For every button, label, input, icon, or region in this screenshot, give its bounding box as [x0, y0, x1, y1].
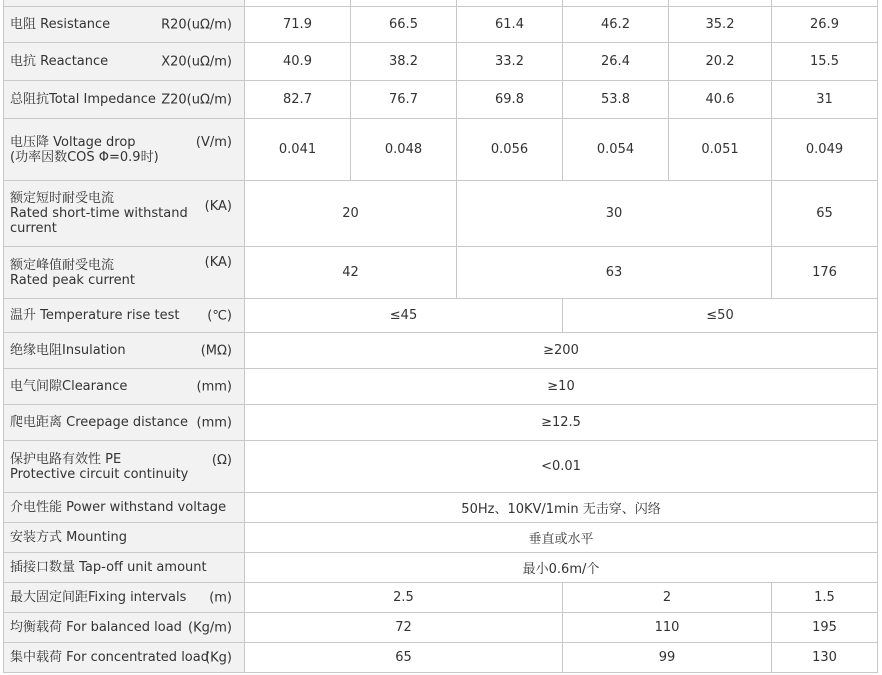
table-row-pe-continuity: [4, 441, 878, 493]
row-label-cell: [4, 333, 245, 369]
value-cell: 99: [563, 643, 772, 673]
row-label: 保护电路有效性 PE: [10, 451, 122, 467]
row-label: 最大固定间距Fixing intervals: [10, 590, 187, 605]
value-cell: 65: [772, 181, 878, 247]
value-cell: 46.2: [563, 7, 669, 43]
row-label: 电阻 Resistance: [10, 17, 111, 32]
row-unit: (KA): [204, 199, 232, 214]
value-cell: 31: [772, 81, 878, 119]
row-unit: Z20(uΩ/m): [161, 92, 232, 107]
value-cell: 20.2: [669, 43, 772, 81]
row-unit: (Ω): [211, 453, 232, 468]
table-row-fixing-intervals: [4, 583, 878, 613]
row-unit: (Kg): [205, 650, 232, 665]
table-row-clearance: [4, 369, 878, 405]
row-label-cell: [4, 247, 245, 299]
value-cell: 35.2: [669, 7, 772, 43]
table-row-concentrated-load: [4, 643, 878, 673]
row-unit: (m): [209, 590, 232, 605]
row-label: 总阻抗Total Impedance: [10, 92, 156, 107]
row-label-secondary: Protective circuit continuity: [10, 466, 189, 482]
value-cell: 76.7: [351, 81, 457, 119]
row-label: 安装方式 Mounting: [10, 530, 127, 545]
value-cell: 2: [563, 583, 772, 613]
value-cell: 53.8: [563, 81, 669, 119]
value-cell: 0.054: [563, 119, 669, 181]
value-cell: 176: [772, 247, 878, 299]
row-label: 介电性能 Power withstand voltage: [10, 500, 227, 515]
row-label: 额定短时耐受电流: [10, 191, 115, 206]
row-unit: (Kg/m): [188, 620, 232, 635]
row-label: 电抗 Reactance: [10, 54, 109, 69]
table-row-creepage: [4, 405, 878, 441]
table-row-tap-off: [4, 553, 878, 583]
value-cell: 72: [245, 613, 563, 643]
value-cell: <0.01: [245, 441, 878, 493]
value-cell: 42: [245, 247, 457, 299]
value-cell: 38.2: [351, 43, 457, 81]
value-cell: 110: [563, 613, 772, 643]
value-cell: 130: [772, 643, 878, 673]
row-label-cell: [4, 583, 245, 613]
value-cell: 33.2: [457, 43, 563, 81]
value-cell: 垂直或水平: [245, 523, 878, 553]
row-unit: (mm): [196, 415, 232, 430]
row-label-cell: [4, 493, 245, 523]
value-cell: 15.5: [772, 43, 878, 81]
value-cell: 195: [772, 613, 878, 643]
value-cell: 40.9: [245, 43, 351, 81]
row-label-cell: [4, 405, 245, 441]
row-label: 集中载荷 For concentrated load: [10, 650, 209, 665]
value-cell: ≥10: [245, 369, 878, 405]
value-cell: 0.041: [245, 119, 351, 181]
row-label-secondary: Rated peak current: [10, 272, 135, 288]
row-label: 插接口数量 Tap-off unit amount: [10, 560, 207, 575]
row-label: 额定峰值耐受电流: [10, 257, 115, 273]
table-row-balanced-load: [4, 613, 878, 643]
row-unit: X20(uΩ/m): [161, 54, 232, 69]
table-row-peak-current: [4, 247, 878, 299]
row-label: 温升 Temperature rise test: [10, 308, 180, 323]
table-row-impedance: [4, 81, 878, 119]
table-row-voltage-drop: [4, 119, 878, 181]
value-cell: 26.9: [772, 7, 878, 43]
value-cell: 69.8: [457, 81, 563, 119]
row-label-cell: [4, 643, 245, 673]
value-cell: 0.051: [669, 119, 772, 181]
row-label: 绝缘电阻Insulation: [10, 343, 126, 358]
value-cell: 1.5: [772, 583, 878, 613]
row-label: 均衡载荷 For balanced load: [10, 620, 182, 635]
value-cell: 40.6: [669, 81, 772, 119]
row-label-cell: [4, 119, 245, 181]
row-label-cell: [4, 553, 245, 583]
value-cell: 65: [245, 643, 563, 673]
row-unit: (V/m): [195, 135, 232, 150]
value-cell: 0.049: [772, 119, 878, 181]
value-cell: 63: [457, 247, 772, 299]
row-label: 电压降 Voltage drop: [10, 134, 136, 150]
row-label-cell: [4, 81, 245, 119]
table-row-short-time-current: [4, 181, 878, 247]
row-label: 电气间隙Clearance: [10, 379, 128, 394]
row-label: 爬电距离 Creepage distance: [10, 415, 188, 430]
row-unit: (mm): [196, 379, 232, 394]
value-cell: 26.4: [563, 43, 669, 81]
value-cell: 20: [245, 181, 457, 247]
value-cell: 50Hz、10KV/1min 无击穿、闪络: [245, 493, 878, 523]
value-cell: 66.5: [351, 7, 457, 43]
value-cell: 71.9: [245, 7, 351, 43]
row-label-cell: [4, 181, 245, 247]
row-label-cell: [4, 299, 245, 333]
row-label-cell: [4, 43, 245, 81]
table-row-insulation: [4, 333, 878, 369]
row-unit: (MΩ): [200, 343, 232, 358]
row-label-cell: [4, 369, 245, 405]
value-cell: ≥12.5: [245, 405, 878, 441]
value-cell: 61.4: [457, 7, 563, 43]
table-row-temperature-rise: [4, 299, 878, 333]
value-cell: ≤50: [563, 299, 878, 333]
value-cell: ≤45: [245, 299, 563, 333]
row-label-cell: [4, 613, 245, 643]
table-row-resistance: [4, 7, 878, 43]
busbar-spec-table: [3, 0, 878, 673]
table-row-power-withstand: [4, 493, 878, 523]
row-label-secondary: (功率因数COS Φ=0.9时): [10, 149, 159, 165]
table-row-mounting: [4, 523, 878, 553]
row-label-secondary: Rated short-time withstand current: [10, 206, 188, 236]
value-cell: 82.7: [245, 81, 351, 119]
table-row-reactance: [4, 43, 878, 81]
row-unit: (℃): [207, 308, 232, 323]
row-label-cell: [4, 523, 245, 553]
value-cell: 最小0.6m/个: [245, 553, 878, 583]
value-cell: ≥200: [245, 333, 878, 369]
value-cell: 30: [457, 181, 772, 247]
row-label-cell: [4, 7, 245, 43]
value-cell: 0.056: [457, 119, 563, 181]
row-unit: R20(uΩ/m): [161, 17, 232, 32]
row-label-cell: [4, 441, 245, 493]
row-unit: (KA): [204, 255, 232, 270]
value-cell: 0.048: [351, 119, 457, 181]
value-cell: 2.5: [245, 583, 563, 613]
